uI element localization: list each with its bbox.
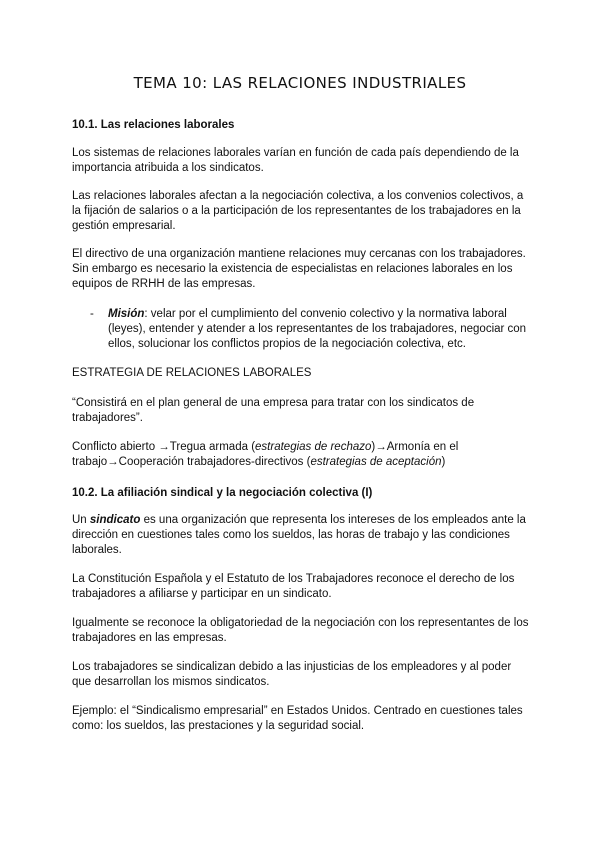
mission-bullet bbox=[108, 307, 528, 352]
mission-text: : velar por el cumplimiento del convenio colectivo y la normativa laboral (leyes), entender y atender a los representantes de los trabajadores, negociar con ellos, solucionar los conflictos propios de la negociación colectiva, etc. bbox=[108, 308, 527, 350]
section-2-paragraph-5: Ejemplo: el “Sindicalismo empresarial” en Estados Unidos. Centrado en cuestiones tales como: los sueldos, las prestaciones y la seguridad social. bbox=[72, 705, 523, 732]
conflict-sequence bbox=[72, 440, 532, 470]
conflict-acceptance: estrategias de aceptación bbox=[310, 456, 442, 468]
union-prefix: Un bbox=[72, 514, 90, 526]
section-1-paragraph-3: El directivo de una organización mantiene relaciones muy cercanas con los trabajadores. Sin embargo es necesario la existencia de especialistas en relaciones laborales en los equipos de RRHH de las empresas. bbox=[72, 248, 526, 290]
conflict-rejection: estrategias de rechazo bbox=[255, 441, 372, 453]
union-definition: es una organización que representa los intereses de los empleados ante la dirección en cuestiones tales como los sueldos, las horas de trabajo y las condiciones laborales. bbox=[72, 514, 526, 556]
section-1-heading: 10.1. Las relaciones laborales bbox=[72, 119, 235, 131]
conflict-part-2: )→Armonía en el trabajo→Cooperación trabajadores-directivos ( bbox=[72, 441, 459, 468]
conflict-part-1: Conflicto abierto →Tregua armada ( bbox=[72, 441, 256, 453]
section-2-paragraph-3: Igualmente se reconoce la obligatoriedad de la negociación con los representantes de los trabajadores en las empresas. bbox=[72, 617, 529, 644]
page-title: TEMA 10: LAS RELACIONES INDUSTRIALES bbox=[133, 74, 467, 92]
bullet-dash: - bbox=[90, 308, 94, 320]
mission-term: Misión bbox=[108, 308, 145, 320]
section-2-paragraph-2: La Constitución Española y el Estatuto de los Trabajadores reconoce el derecho de los trabajadores a afiliarse y participar en un sindicato. bbox=[72, 573, 515, 600]
strategy-heading: ESTRATEGIA DE RELACIONES LABORALES bbox=[72, 367, 312, 379]
section-2-paragraph-1 bbox=[72, 513, 532, 558]
conflict-part-3: ) bbox=[441, 456, 446, 468]
section-1-paragraph-1: Los sistemas de relaciones laborales varían en función de cada país dependiendo de la importancia atribuida a los sindicatos. bbox=[72, 147, 519, 174]
section-1-paragraph-2: Las relaciones laborales afectan a la negociación colectiva, a los convenios colectivos, a la fijación de salarios o a la participación de los representantes de los trabajadores en la gestión empresarial. bbox=[72, 190, 524, 232]
section-2-heading: 10.2. La afiliación sindical y la negociación colectiva (I) bbox=[72, 487, 373, 499]
union-term: sindicato bbox=[89, 514, 141, 526]
strategy-quote: “Consistirá en el plan general de una empresa para tratar con los sindicatos de trabajadores”. bbox=[72, 397, 475, 424]
section-2-paragraph-4: Los trabajadores se sindicalizan debido a las injusticias de los empleadores y al poder que desarrollan los mismos sindicatos. bbox=[72, 661, 512, 688]
